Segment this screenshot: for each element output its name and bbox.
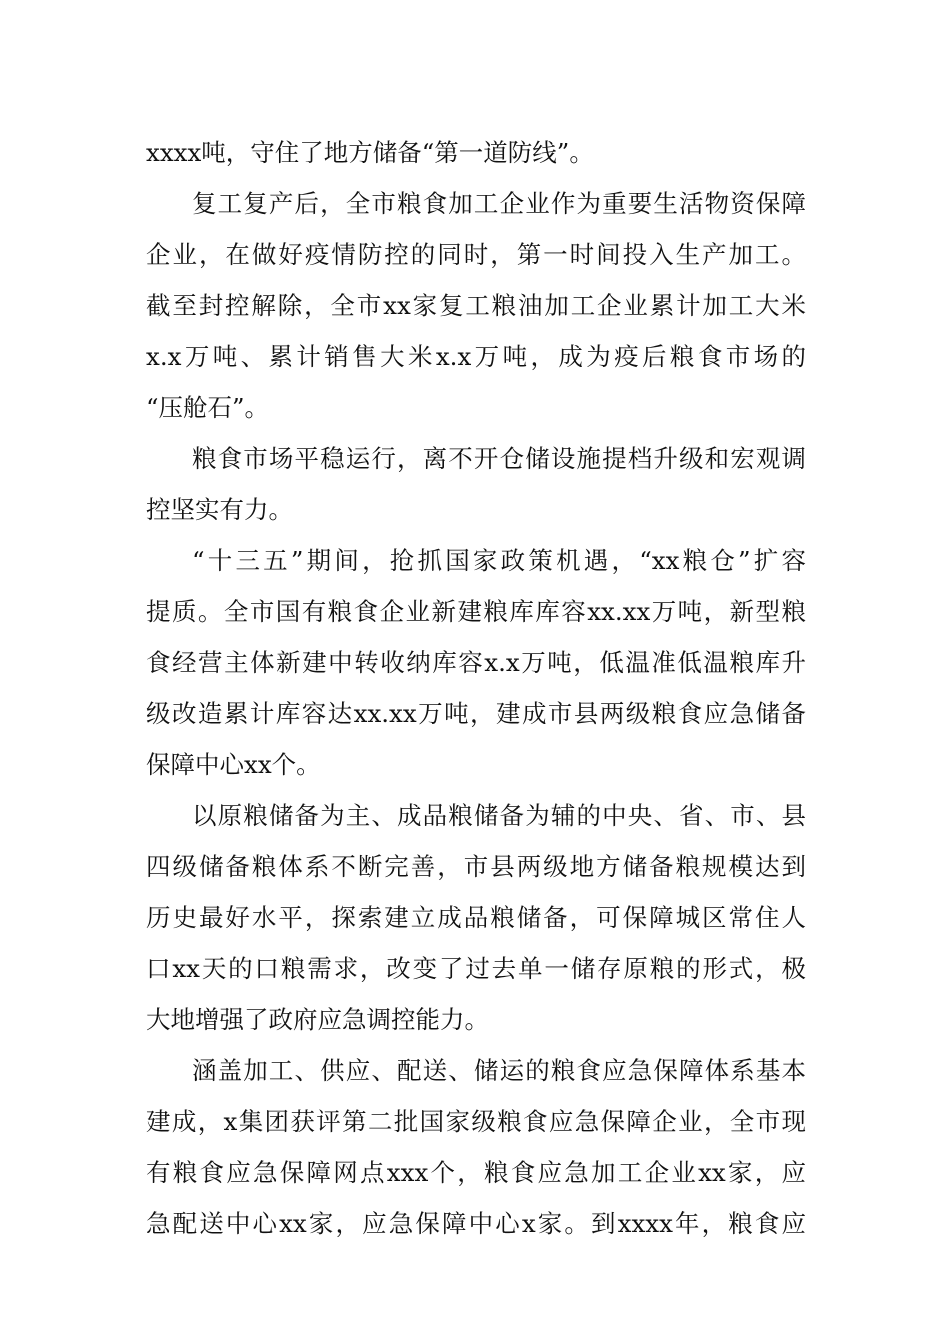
- text-line: “压舱石”。: [146, 393, 270, 422]
- text-line: 粮食市场平稳运行，离不开仓储设施提档升级和宏观调: [192, 444, 806, 473]
- text-line: 涵盖加工、供应、配送、储运的粮食应急保障体系基本: [192, 1056, 806, 1085]
- text-line: 历史最好水平，探索建立成品粮储备，可保障城区常住人: [146, 903, 806, 932]
- text-line: 控坚实有力。: [146, 495, 293, 524]
- text-line: 级改造累计库容达xx.xx万吨，建成市县两级粮食应急储备: [146, 699, 806, 728]
- text-line: 复工复产后，全市粮食加工企业作为重要生活物资保障: [192, 189, 806, 218]
- text-line: 大地增强了政府应急调控能力。: [146, 1005, 489, 1034]
- text-line: 企业，在做好疫情防控的同时，第一时间投入生产加工。: [146, 240, 806, 269]
- text-line: 以原粮储备为主、成品粮储备为辅的中央、省、市、县: [192, 801, 806, 830]
- text-line: 口xx天的口粮需求，改变了过去单一储存原粮的形式，极: [146, 954, 806, 983]
- text-line: 建成，x集团获评第二批国家级粮食应急保障企业，全市现: [146, 1107, 806, 1136]
- text-line: 提质。全市国有粮食企业新建粮库库容xx.xx万吨，新型粮: [146, 597, 806, 626]
- text-line: 有粮食应急保障网点xxx个，粮食应急加工企业xx家，应: [146, 1158, 806, 1187]
- text-line: 四级储备粮体系不断完善，市县两级地方储备粮规模达到: [146, 852, 806, 881]
- text-line: “十三五”期间，抢抓国家政策机遇，“xx粮仓”扩容: [192, 546, 806, 575]
- text-line: 急配送中心xx家，应急保障中心x家。到xxxx年，粮食应: [146, 1209, 806, 1238]
- text-line: 保障中心xx个。: [146, 750, 321, 779]
- text-line: xxxx吨，守住了地方储备“第一道防线”。: [146, 138, 594, 167]
- body-text: [146, 127, 806, 1249]
- text-line: x.x万吨、累计销售大米x.x万吨，成为疫后粮食市场的: [146, 342, 806, 371]
- text-line: 食经营主体新建中转收纳库容x.x万吨，低温准低温粮库升: [146, 648, 806, 677]
- text-line: 截至封控解除，全市xx家复工粮油加工企业累计加工大米: [146, 291, 806, 320]
